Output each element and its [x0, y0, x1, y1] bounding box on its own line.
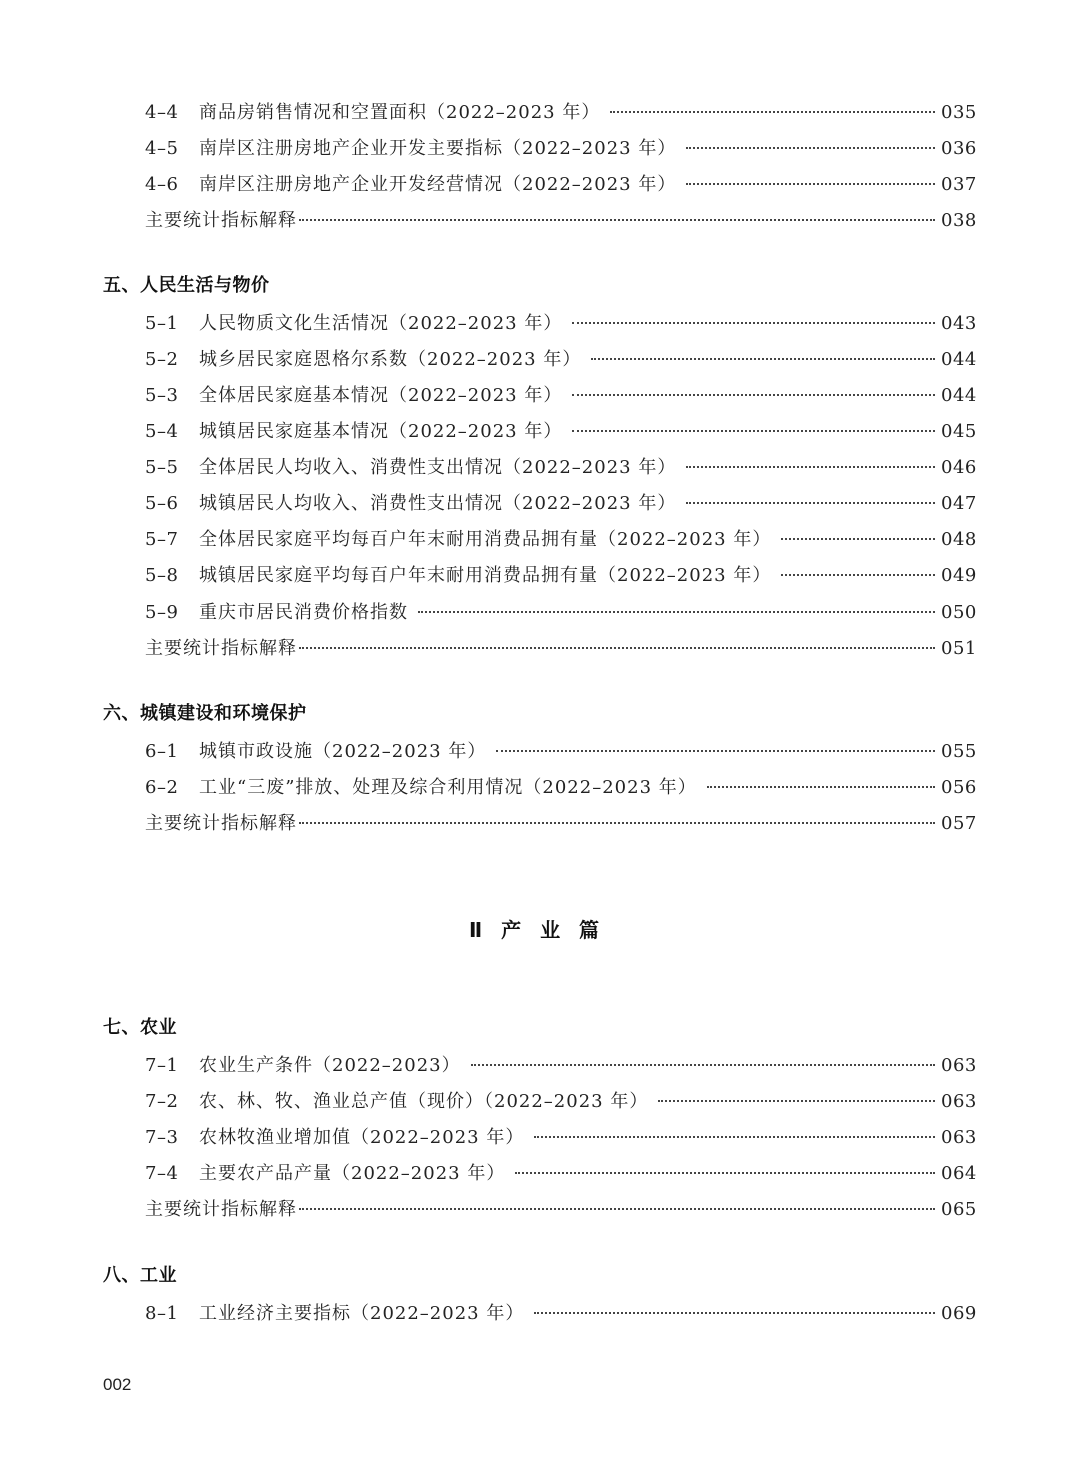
- entry-number: 5–4: [145, 421, 179, 442]
- entry-number: 5–6: [145, 493, 179, 514]
- entry-title: 农业生产条件（2022–2023）: [199, 1055, 461, 1076]
- dot-leader: [534, 1136, 935, 1138]
- entry-number: 8–1: [145, 1303, 179, 1324]
- dot-leader: [686, 183, 935, 185]
- entry-page: 065: [941, 1199, 977, 1220]
- entry-title: 城镇市政设施（2022–2023 年）: [199, 741, 487, 762]
- entry-page: 044: [941, 385, 977, 406]
- entry-number: 4–5: [145, 138, 179, 159]
- toc-entry[interactable]: [145, 525, 977, 553]
- toc-entry-explanation[interactable]: [145, 1195, 977, 1223]
- entry-title: 南岸区注册房地产企业开发主要指标（2022–2023 年）: [199, 138, 677, 159]
- entry-title: 工业经济主要指标（2022–2023 年）: [199, 1303, 525, 1324]
- entry-page: 037: [941, 174, 977, 195]
- entry-page: 036: [941, 138, 977, 159]
- entry-title: 全体居民家庭基本情况（2022–2023 年）: [199, 385, 563, 406]
- toc-entry[interactable]: [145, 773, 977, 801]
- dot-leader: [572, 394, 935, 396]
- entry-title: 主要统计指标解释: [145, 813, 297, 834]
- dot-leader: [299, 219, 935, 221]
- toc-entry[interactable]: [145, 309, 977, 337]
- entry-title: 农林牧渔业增加值（2022–2023 年）: [199, 1127, 525, 1148]
- entry-title: 全体居民家庭平均每百户年末耐用消费品拥有量（2022–2023 年）: [199, 529, 772, 550]
- toc-entry[interactable]: [145, 489, 977, 517]
- toc-entry[interactable]: [145, 170, 977, 198]
- toc-entry-explanation[interactable]: [145, 634, 977, 662]
- entry-page: 069: [941, 1303, 977, 1324]
- entry-number: 5–5: [145, 457, 179, 478]
- dot-leader: [686, 147, 935, 149]
- toc-entry[interactable]: [145, 453, 977, 481]
- entry-page: 043: [941, 313, 977, 334]
- entry-number: 5–2: [145, 349, 179, 370]
- section-heading-5[interactable]: 五、人民生活与物价: [103, 275, 270, 296]
- entry-title: 农、林、牧、渔业总产值（现价）（2022–2023 年）: [199, 1091, 649, 1112]
- toc-entry[interactable]: [145, 134, 977, 162]
- dot-leader: [515, 1172, 935, 1174]
- entry-title: 主要统计指标解释: [145, 210, 297, 231]
- dot-leader: [610, 111, 935, 113]
- toc-entry[interactable]: [145, 1087, 977, 1115]
- entry-number: 5–7: [145, 529, 179, 550]
- section-heading-8[interactable]: 八、工业: [103, 1265, 177, 1286]
- entry-page: 064: [941, 1163, 977, 1184]
- entry-number: 6–2: [145, 777, 179, 798]
- dot-leader: [686, 466, 935, 468]
- toc-entry[interactable]: [145, 1159, 977, 1187]
- dot-leader: [781, 574, 935, 576]
- entry-title: 工业“三废”排放、处理及综合利用情况（2022–2023 年）: [199, 777, 697, 798]
- dot-leader: [299, 1208, 935, 1210]
- entry-title: 城镇居民人均收入、消费性支出情况（2022–2023 年）: [199, 493, 677, 514]
- entry-title: 主要统计指标解释: [145, 638, 297, 659]
- entry-number: 7–1: [145, 1055, 179, 1076]
- entry-page: 045: [941, 421, 977, 442]
- entry-page: 035: [941, 102, 977, 123]
- entry-number: 7–3: [145, 1127, 179, 1148]
- entry-title: 南岸区注册房地产企业开发经营情况（2022–2023 年）: [199, 174, 677, 195]
- entry-page: 049: [941, 565, 977, 586]
- section-heading-7[interactable]: 七、农业: [103, 1017, 177, 1038]
- toc-entry[interactable]: [145, 598, 977, 626]
- entry-page: 051: [941, 638, 977, 659]
- dot-leader: [534, 1312, 935, 1314]
- entry-page: 050: [941, 602, 977, 623]
- entry-title: 全体居民人均收入、消费性支出情况（2022–2023 年）: [199, 457, 677, 478]
- entry-page: 048: [941, 529, 977, 550]
- part-title: Ⅱ 产 业 篇: [468, 918, 606, 942]
- dot-leader: [496, 750, 935, 752]
- entry-title: 城乡居民家庭恩格尔系数（2022–2023 年）: [199, 349, 582, 370]
- entry-number: 5–3: [145, 385, 179, 406]
- toc-entry[interactable]: [145, 381, 977, 409]
- entry-number: 4–6: [145, 174, 179, 195]
- toc-entry[interactable]: [145, 345, 977, 373]
- dot-leader: [658, 1100, 935, 1102]
- entry-page: 047: [941, 493, 977, 514]
- entry-number: 7–2: [145, 1091, 179, 1112]
- toc-entry[interactable]: [145, 417, 977, 445]
- entry-number: 6–1: [145, 741, 179, 762]
- dot-leader: [572, 430, 935, 432]
- entry-page: 063: [941, 1055, 977, 1076]
- toc-entry-explanation[interactable]: [145, 206, 977, 234]
- toc-entry[interactable]: [145, 561, 977, 589]
- entry-title: 城镇居民家庭平均每百户年末耐用消费品拥有量（2022–2023 年）: [199, 565, 772, 586]
- entry-title: 主要农产品产量（2022–2023 年）: [199, 1163, 506, 1184]
- entry-page: 046: [941, 457, 977, 478]
- entry-title: 主要统计指标解释: [145, 1199, 297, 1220]
- entry-number: 5–9: [145, 602, 179, 623]
- dot-leader: [418, 611, 935, 613]
- dot-leader: [591, 358, 935, 360]
- entry-number: 4–4: [145, 102, 179, 123]
- entry-page: 056: [941, 777, 977, 798]
- section-heading-6[interactable]: 六、城镇建设和环境保护: [103, 703, 307, 724]
- entry-page: 055: [941, 741, 977, 762]
- dot-leader: [299, 647, 935, 649]
- dot-leader: [686, 502, 935, 504]
- entry-page: 063: [941, 1127, 977, 1148]
- entry-title: 城镇居民家庭基本情况（2022–2023 年）: [199, 421, 563, 442]
- dot-leader: [781, 538, 935, 540]
- toc-entry[interactable]: [145, 1123, 977, 1151]
- dot-leader: [471, 1064, 935, 1066]
- entry-page: 044: [941, 349, 977, 370]
- entry-page: 063: [941, 1091, 977, 1112]
- entry-number: 5–8: [145, 565, 179, 586]
- toc-entry[interactable]: [145, 1299, 977, 1327]
- entry-title: 人民物质文化生活情况（2022–2023 年）: [199, 313, 563, 334]
- toc-entry[interactable]: [145, 98, 977, 126]
- dot-leader: [572, 322, 935, 324]
- dot-leader: [707, 786, 935, 788]
- entry-title: 商品房销售情况和空置面积（2022–2023 年）: [199, 102, 601, 123]
- entry-title: 重庆市居民消费价格指数: [199, 602, 408, 623]
- entry-number: 5–1: [145, 313, 179, 334]
- dot-leader: [299, 822, 935, 824]
- toc-entry-explanation[interactable]: [145, 809, 977, 837]
- toc-entry[interactable]: [145, 1051, 977, 1079]
- entry-page: 038: [941, 210, 977, 231]
- entry-number: 7–4: [145, 1163, 179, 1184]
- toc-entry[interactable]: [145, 737, 977, 765]
- entry-page: 057: [941, 813, 977, 834]
- page-number: 002: [103, 1375, 132, 1394]
